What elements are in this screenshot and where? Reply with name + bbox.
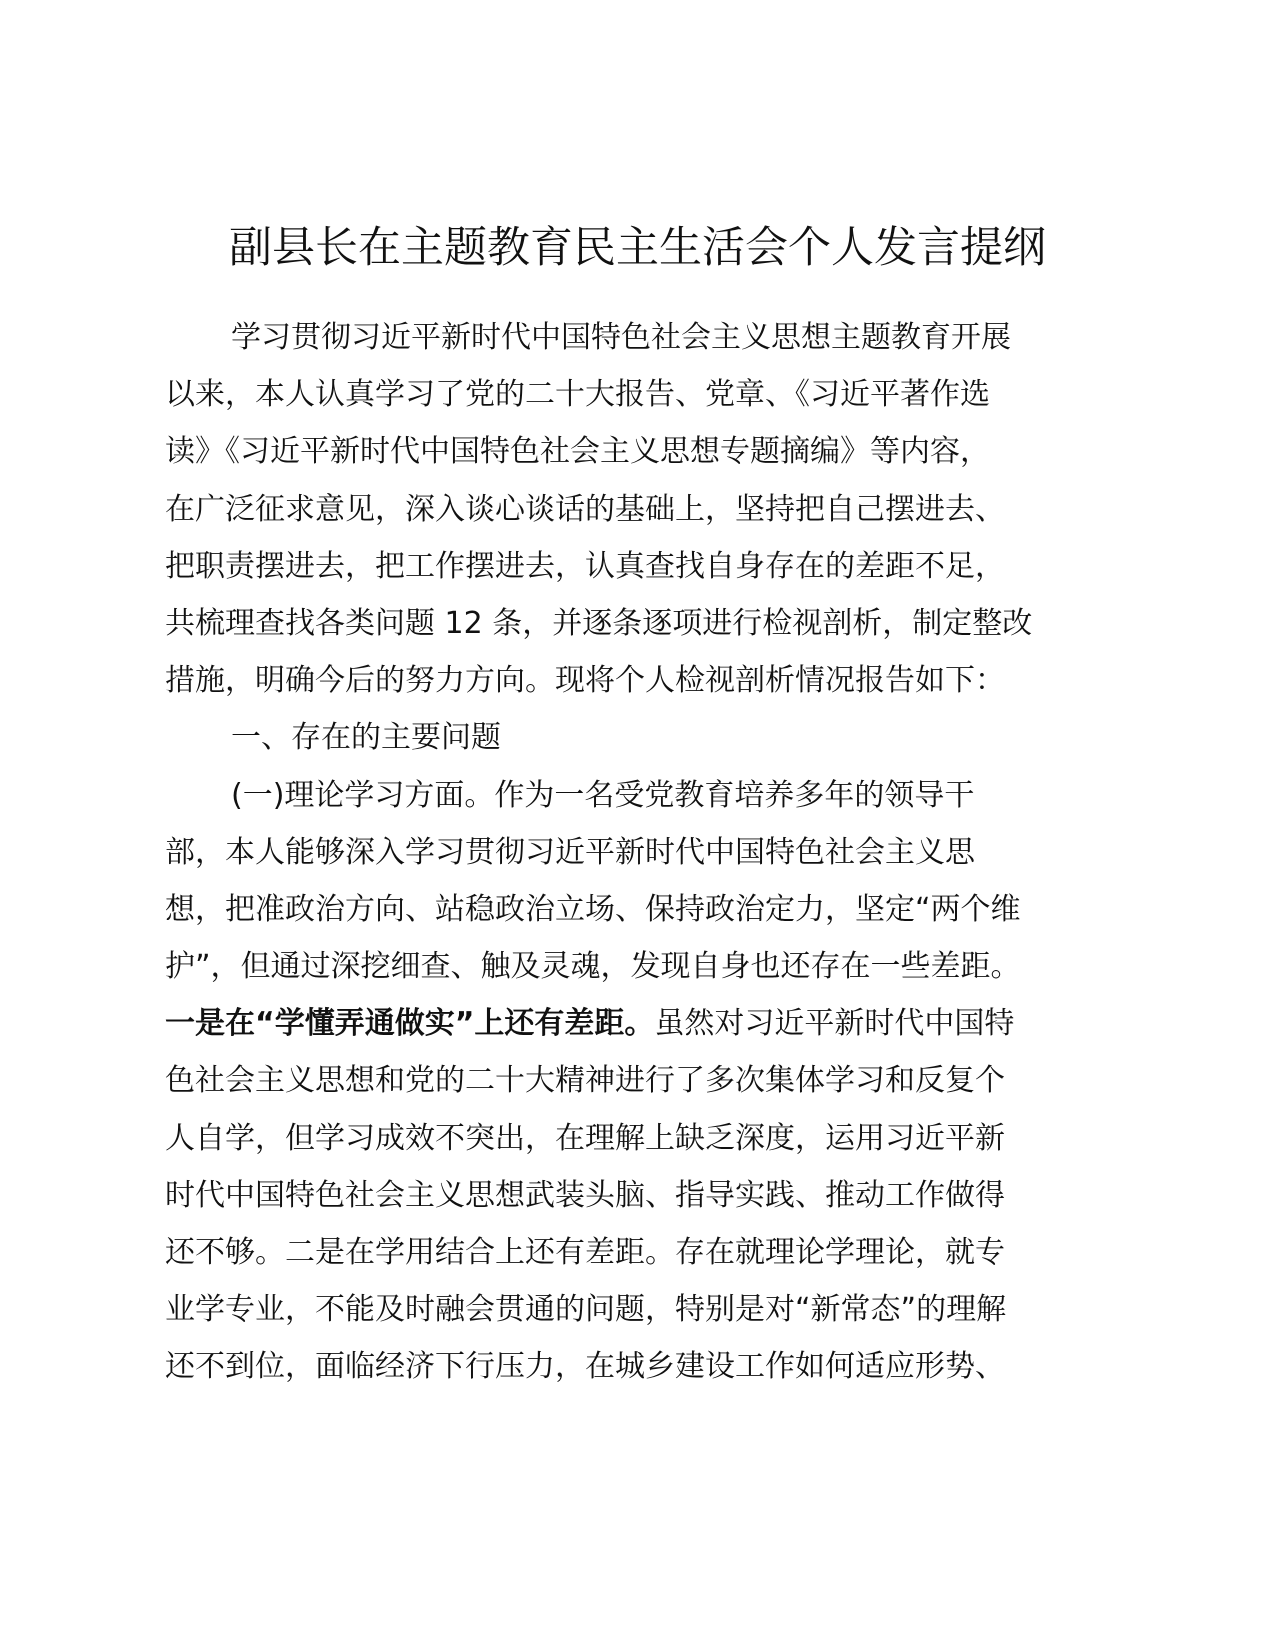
text-segment: 还不够。二是在学用结合上还有差距。存在就理论学理论，就专 <box>165 1235 1005 1270</box>
body-line <box>165 1281 1125 1338</box>
text-segment: 一、存在的主要问题 <box>231 720 501 756</box>
body-line <box>165 309 1125 366</box>
text-segment: 在广泛征求意见，深入谈心谈话的基础上，坚持把自己摆进去、 <box>165 491 1005 527</box>
text-segment: 读》《习近平新时代中国特色社会主义思想专题摘编》等内容， <box>165 434 990 470</box>
body-line <box>165 366 1125 423</box>
text-segment: 业学专业，不能及时融会贯通的问题，特别是对“新常态”的理解 <box>165 1292 1007 1328</box>
body-line <box>165 1224 1125 1281</box>
text-segment: 学习贯彻习近平新时代中国特色社会主义思想主题教育开展 <box>231 320 1011 355</box>
text-segment: 共梳理查找各类问题 12 条，并逐条逐项进行检视剖析，制定整改 <box>165 605 1033 641</box>
text-segment: 虽然对习近平新时代中国特 <box>654 1006 1015 1042</box>
text-segment: 色社会主义思想和党的二十大精神进行了多次集体学习和反复个 <box>165 1063 1005 1099</box>
body-line <box>165 1338 1125 1395</box>
body-line <box>165 1110 1125 1167</box>
text-segment: 部，本人能够深入学习贯彻习近平新时代中国特色社会主义思 <box>165 834 975 870</box>
body-line <box>165 824 1125 881</box>
body-line <box>165 1167 1125 1224</box>
body-line <box>165 423 1125 480</box>
body-line <box>165 995 1125 1052</box>
text-segment: 护”，但通过深挖细查、触及灵魂，发现自身也还存在一些差距。 <box>165 949 1021 985</box>
body-line <box>165 767 1125 824</box>
document-title: 副县长在主题教育民主生活会个人发言提纲 <box>229 223 1046 273</box>
text-segment: 时代中国特色社会主义思想武装头脑、指导实践、推动工作做得 <box>165 1177 1005 1213</box>
text-segment: 以来，本人认真学习了党的二十大报告、党章、《习近平著作选 <box>165 377 990 413</box>
text-segment: 人自学，但学习成效不突出，在理解上缺乏深度，运用习近平新 <box>165 1120 1005 1156</box>
body-line <box>165 881 1125 938</box>
text-segment: 措施，明确今后的努力方向。现将个人检视剖析情况报告如下： <box>165 663 1005 699</box>
body-line <box>165 652 1125 709</box>
text-segment: 把职责摆进去，把工作摆进去，认真查找自身存在的差距不足， <box>165 548 1005 584</box>
body-line <box>165 938 1125 995</box>
document-body <box>165 309 1125 1396</box>
text-segment: 想，把准政治方向、站稳政治立场、保持政治定力，坚定“两个维 <box>165 891 1021 927</box>
body-line <box>165 481 1125 538</box>
text-segment: 还不到位，面临经济下行压力，在城乡建设工作如何适应形势、 <box>165 1349 1005 1385</box>
text-segment: (一)理论学习方面。作为一名受党教育培养多年的领导干 <box>231 777 975 813</box>
body-line <box>165 1052 1125 1109</box>
body-line <box>165 538 1125 595</box>
body-line <box>165 709 1125 766</box>
bold-text-segment: 一是在“学懂弄通做实”上还有差距。 <box>165 1006 655 1042</box>
body-line <box>165 595 1125 652</box>
